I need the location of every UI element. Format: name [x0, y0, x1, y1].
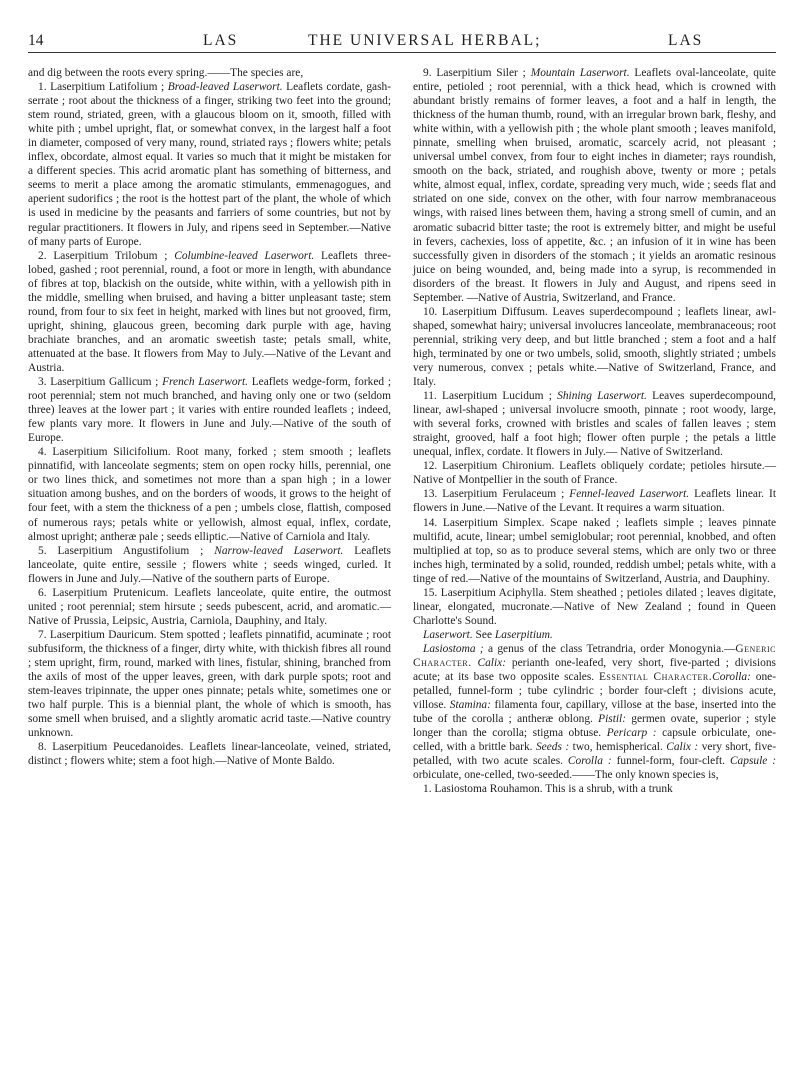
italic-term: Calix : — [666, 741, 699, 754]
entry-paragraph — [413, 782, 776, 796]
entry-paragraph — [413, 305, 776, 389]
italic-term: Corolla: — [712, 671, 751, 684]
italic-term: Capsule : — [729, 755, 777, 768]
entry-text: See — [472, 628, 495, 641]
entry-text: Leaflets oval-lanceolate, quite entire, petioled ; root perennial, with a thick head, which is crowned with abundant bristly remains of former leaves, a foot and a half in length, the thickness of the human thumb, round, with an irregular brown bark, fleshy, and white within, with a yellowish pith ; the whole plant smooth ; leaves manifold, pinnate, smelling when bruised, aromatic, scarcely acrid, not pleasant ; universal umbel convex, from four to eight inches in diameter; rays roundish, smooth on the back, striated, and roughish above, twenty or more ; petals white, almost equal, inflex, cordate, spreading very much, wide ; seeds flat and striated on one side, convex on the other, with four narrow membranaceous wings, with raised lines between them, having a strong smell of cumin, and an aromatic subacrid bitter taste; the root is extremely bitter, and might be useful in fevers, cachexies, loss of appetite, &c. ; an infusion of it in wine has been successfully given in disorders of the stomach ; it yields an aromatic resinous juice on being wounded, and, being made into a syrup, is recommended in disorders of the breast. It flowers in July and August, and ripens seed in September. —Native of Austria, Switzerland, and France. — [413, 67, 776, 304]
entry-text: 12. Laserpitium Chironium. Leaflets obliquely cordate; petioles hirsute.—Native of Montpellier in the south of France. — [413, 460, 776, 487]
small-caps-heading: Essential Character. — [598, 671, 713, 684]
header-right-catchword: LAS — [668, 32, 704, 49]
italic-term: Pistil: — [598, 713, 627, 726]
entry-text: 7. Laserpitium Dauricum. Stem spotted ; leaflets pinnatifid, acuminate ; root subfusiform, the thickness of a finger, dirty white, with thickish fibres all round ; stem upright, firm, round, marked with lines, fistular, shining, branched from the axils of most of the upper leaves, green, with dark purple spots; root and stem-leaves tripinnate, the upper ones pinnate; petals white, sometimes one or two half purple. This is a biennial plant, the whole of which is smooth, has some smell when bruised, and a slightly aromatic acrid taste.—Native country unknown. — [28, 628, 391, 740]
entry-text: 9. Laserpitium Siler ; — [423, 67, 531, 79]
entry-paragraph — [28, 544, 391, 586]
italic-term: Laserwort. — [423, 628, 473, 641]
entry-paragraph — [413, 516, 776, 586]
entry-text: 5. Laserpitium Angustifolium ; — [38, 544, 215, 557]
entry-paragraph — [28, 66, 391, 80]
entry-text: very short, five-petalled, with two acute scales. — [413, 741, 776, 768]
entry-paragraph — [413, 487, 776, 515]
entry-paragraph — [28, 740, 391, 768]
entry-text: orbiculate, one-celled, two-seeded.——The only known species is, — [413, 769, 719, 782]
italic-term: Stamina: — [449, 699, 491, 712]
entry-paragraph — [413, 628, 776, 642]
entry-paragraph — [28, 586, 391, 628]
entry-paragraph — [28, 628, 391, 740]
entry-text: germen ovate, superior ; style longer than the corolla; stigma obtuse. — [413, 713, 776, 740]
italic-term: Mountain Laserwort. — [530, 67, 630, 79]
header-title: THE UNIVERSAL HERBAL; — [308, 32, 542, 49]
entry-text: 6. Laserpitium Prutenicum. Leaflets lanceolate, quite entire, the outmost united ; root perennial; stem hirsute ; seeds pubescent, acrid, and aromatic.—Native of Prussia, Leipsic, Austria, Carniola, Dauphiny, and Italy. — [28, 586, 391, 627]
page-number: 14 — [28, 32, 44, 49]
entry-text: 8. Laserpitium Peucedanoides. Leaflets linear-lanceolate, veined, striated, distinct ; flowers white; stem a foot high.—Native of Monte Baldo. — [28, 741, 391, 768]
entry-paragraph — [413, 586, 776, 628]
italic-term: Laserpitium. — [494, 628, 553, 641]
italic-term: Columbine-leaved Laserwort. — [174, 249, 315, 262]
entry-text: Leaflets lanceolate, quite entire, sessile ; flowers white ; seeds winged, curled. It flowers in June and July.—Native of the southern parts of Europe. — [28, 544, 391, 585]
entry-paragraph — [28, 249, 391, 375]
entry-text: Leaves superdecompound, linear, awl-shaped ; universal involucre smooth, pinnate ; root woody, large, with several forks, crowned with bristles and scales of fallen leaves ; stem straight, grooved, half a foot high; flower often purple ; the petals a little unequal, inflex, cordate. It flowers in July.— Native of Switzerland. — [413, 390, 776, 459]
entry-paragraph — [28, 445, 391, 543]
running-header — [28, 30, 776, 53]
entry-paragraph — [28, 80, 391, 249]
italic-term: French Laserwort. — [162, 376, 248, 389]
italic-term: Seeds : — [535, 741, 570, 754]
italic-term: Broad-leaved Laserwort. — [167, 81, 283, 94]
entry-text: capsule orbiculate, one-celled, with a brittle bark. — [413, 727, 776, 754]
italic-term: Fennel-leaved Laserwort. — [569, 488, 690, 501]
italic-term: Corolla : — [567, 755, 612, 768]
entry-text: two, hemispherical. — [569, 741, 667, 754]
entry-text: Leaflets three-lobed, gashed ; root perennial, round, a foot or more in length, with abundance of fibres at top, blackish on the outside, white within, with a yellowish pith in the middle, smelling when bruised, and having a bitter unpleasant taste; stem round, from four to six feet in height, marked with lines but not grooved, firm, upright, shining, glaucous green, becoming dark purple with age, having brachiate branches, and an aromatic sweetish taste; petals small, white, attenuated at the base. It flowers from May to July.—Native of the Levant and Austria. — [28, 249, 391, 374]
entry-text: Leaflets wedge-form, forked ; root perennial; stem not much branched, and having only one or two (seldom three) leaves at the lower part ; it varies with entire rounded leaflets ; indeed, few plants vary more. It flowers in June and July.—Native of the south of Europe. — [28, 376, 392, 445]
entry-text: 1. Laserpitium Latifolium ; — [38, 81, 168, 94]
text-columns — [28, 66, 776, 796]
italic-term: Shining Laserwort. — [557, 390, 647, 403]
italic-term: Lasiostoma ; — [423, 642, 484, 655]
entry-text: 15. Laserpitium Aciphylla. Stem sheathed ; petioles dilated ; leaves digitate, linear, elongated, mucronate.—Native of New Zealand ; found in Queen Charlotte's Sound. — [413, 586, 776, 627]
entry-text: 10. Laserpitium Diffusum. Leaves superdecompound ; leaflets linear, awl-shaped, somewhat hairy; universal involucres lanceolate, membranaceous; root perennial, striking very deep, and but little branched ; stem a foot and a half high, terminated by one or two umbels, solid, smooth, slightly striated ; umbels very numerous, convex ; petals white.—Native of Switzerland, France, and Italy. — [413, 305, 776, 389]
entry-text: 14. Laserpitium Simplex. Scape naked ; leaflets simple ; leaves pinnate multifid, acute, linear; umbel semiglobular; root perennial, knobbed, and often multiplied at top, so as to produce several stems, which are only two or three inches high, terminated by a solid, rounded, reddish umbel; petals white, with a tinge of red.—Native of the mountains of Switzerland, Austria, and Dauphiny. — [413, 516, 776, 585]
entry-paragraph — [413, 459, 776, 487]
entry-text: one-petalled, funnel-form ; tube cylindric ; border four-cleft ; divisions acute, villose. — [413, 671, 776, 712]
italic-term: Pericarp : — [606, 727, 657, 740]
entry-text: 11. Laserpitium Lucidum ; — [423, 390, 558, 403]
entry-text: funnel-form, four-cleft. — [611, 755, 730, 768]
small-caps-heading: Generic Character. — [413, 642, 776, 669]
entry-text: and dig between the roots every spring.——The species are, — [28, 67, 304, 79]
italic-term: Narrow-leaved Laserwort. — [214, 544, 344, 557]
entry-text: 2. Laserpitium Trilobum ; — [38, 249, 175, 262]
entry-text: a genus of the class Tetrandria, order Monogynia.— — [483, 642, 736, 655]
right-column — [413, 66, 776, 796]
entry-text: 4. Laserpitium Silicifolium. Root many, forked ; stem smooth ; leaflets pinnatifid, with lanceolate segments; stem on open rocky hills, perennial, one or two lines thick, and sometimes not more than a span high ; in a lower situation among bushes, and on the borders of woods, it grows to the height of four feet, with a stem the thickness of a pen ; umbels close, flattish, composed of numerous rays; petals white or yellowish, almost equal, inflex, cordate, almost upright; antheræ pale ; seeds elliptic.—Native of Carniola and Italy. — [28, 446, 391, 543]
entry-text: perianth one-leafed, very short, five-parted ; divisions acute; at its base two opposite scales. — [413, 656, 776, 684]
entry-text: 13. Laserpitium Ferulaceum ; — [423, 488, 570, 501]
left-column — [28, 66, 391, 796]
entry-text: 1. Lasiostoma Rouhamon. This is a shrub, with a trunk — [423, 783, 673, 796]
header-left-catchword: LAS — [203, 32, 239, 49]
entry-paragraph — [413, 642, 776, 782]
italic-term: Calix: — [471, 656, 506, 669]
entry-paragraph — [413, 389, 776, 459]
entry-text: Leaflets cordate, gash-serrate ; root about the thickness of a finger, striking two feet into the ground; stem round, striated, green, with a glaucous bloom on it, smooth, filled with white pith ; umbel upright, flat, or somewhat convex, in the largest half a foot in diameter, composed of very many, round, striated rays ; flowers white; petals inflex, obcordate, almost equal. It varies so much that it might be mistaken for a different species. This acrid aromatic plant has something of bitterness, and seems to merit a place among the aromatic stimulants, emmenagogues, and aperient sudorifics ; the root is the hottest part of the plant, the whole of which is used in medicine by the peasants and farriers of some countries, but not by regular practitioners. It flowers in July, and ripens seed in September.—Native of many parts of Europe. — [28, 81, 391, 248]
entry-text: filamenta four, capillary, villose at the base, inserted into the tube of the corolla ; antheræ oblong. — [413, 699, 776, 726]
entry-paragraph — [28, 375, 391, 445]
entry-paragraph — [413, 66, 776, 305]
entry-text: 3. Laserpitium Gallicum ; — [38, 376, 163, 389]
entry-text: Leaflets linear. It flowers in June.—Native of the Levant. It requires a warm situation. — [413, 488, 776, 515]
